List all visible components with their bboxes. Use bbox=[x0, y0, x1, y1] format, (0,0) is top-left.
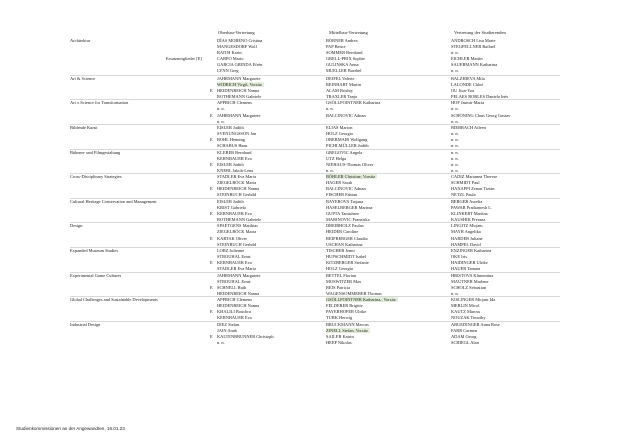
student-member: HOF Jasmit-Maria bbox=[451, 100, 485, 106]
student-member: ABUEDINGER Anna Rose bbox=[451, 321, 500, 327]
student-member: KISLINGER Mirjam Ida bbox=[451, 297, 496, 303]
mittelbau-member: HOLZ Georgia bbox=[326, 131, 353, 137]
mittelbau-member-cell bbox=[326, 174, 377, 180]
mittelbau-member: HEIDER Caroline bbox=[326, 229, 359, 235]
oberbau-member: KERNBAUER Eva bbox=[217, 210, 252, 216]
student-member: n. n. bbox=[451, 106, 459, 112]
oberbau-member: n. n. bbox=[217, 118, 225, 124]
student-member: SCHIEGL Alan bbox=[451, 340, 479, 346]
mittelbau-member: TISCHER Jenni bbox=[326, 248, 355, 253]
committee-section bbox=[70, 173, 560, 198]
oberbau-member: SCHABUS Hans bbox=[217, 143, 248, 149]
oberbau-member: KERNBAUER Eva bbox=[217, 260, 252, 266]
student-member: n. n. bbox=[451, 50, 459, 56]
oberbau-member: ZIEGELBÖCK Maria bbox=[217, 229, 257, 235]
committee-section bbox=[70, 149, 560, 174]
committee-section bbox=[70, 222, 560, 247]
mittelbau-member: GRELL-PRIX Sophie bbox=[326, 56, 365, 62]
oberbau-member: GARCIA GRINDA Efrén bbox=[217, 62, 263, 68]
committee-name: Cross-Disciplinary Strategies bbox=[70, 174, 122, 180]
mittelbau-member: REIS Patricia bbox=[326, 284, 351, 290]
oberbau-member: APPRICH Clemens bbox=[217, 100, 253, 106]
mittelbau-member: HUPSCHMIDT Isabel bbox=[326, 254, 367, 260]
oberbau-member: STROUHAL Ernst bbox=[217, 278, 251, 284]
committee-section bbox=[70, 38, 560, 75]
oberbau-member: EISLER Judith bbox=[217, 125, 244, 130]
mittelbau-member: ALAM Brishty bbox=[326, 87, 353, 93]
committee-name: Art x Science for Transformation bbox=[70, 100, 129, 106]
committee-section bbox=[70, 272, 560, 297]
substitute-legend: Ersatzmitglieder [E] bbox=[166, 56, 202, 62]
mittelbau-member: HAGER Sarah bbox=[326, 180, 353, 186]
substitute-marker: E bbox=[210, 333, 213, 339]
committee-name: Art & Science bbox=[70, 75, 96, 81]
mittelbau-member: NIEHAUS-Thomas Oliver bbox=[326, 161, 374, 167]
mittelbau-member: TRAXLER Tanja bbox=[326, 94, 357, 100]
student-member: MAUTNER Marlene bbox=[451, 278, 489, 284]
student-member: HARDER Juliane bbox=[451, 235, 483, 241]
oberbau-member: DÍAS MORENO Cristina bbox=[217, 38, 263, 43]
committee-name: Bildende Kunst bbox=[70, 125, 98, 130]
student-member: n. n. bbox=[451, 155, 459, 161]
oberbau-member: STEINBUCH Gerhild bbox=[217, 192, 257, 198]
oberbau-member: STADLER Eva Maria bbox=[217, 174, 256, 180]
student-member: n. n. bbox=[451, 290, 459, 296]
student-member: MERLIN Micol bbox=[451, 303, 480, 309]
oberbau-member: LORZ Julienne bbox=[217, 248, 245, 253]
student-member: NETZL Paula bbox=[451, 192, 476, 198]
oberbau-member: KLEBER Bernhard bbox=[217, 149, 252, 155]
oberbau-member: DIEZ Stefan bbox=[217, 321, 240, 327]
oberbau-member: EISLER Judith bbox=[217, 198, 244, 204]
chair-highlight: GSÖLLPOINTNER Katharina,, Vorsitz bbox=[326, 297, 396, 303]
oberbau-member: STROUHAL Ernst bbox=[217, 254, 251, 260]
student-member: SCHÖNING Claus Georg Gustav bbox=[451, 112, 511, 118]
student-member: STEGFELLNER Raffael bbox=[451, 44, 496, 50]
mittelbau-member: GULINSKA Anna bbox=[326, 62, 359, 68]
substitute-marker: E bbox=[210, 161, 213, 167]
student-member: BALZHIEVA Mila bbox=[451, 75, 485, 81]
oberbau-member: CARPO Mario bbox=[217, 56, 244, 62]
mittelbau-member: ELIAS Marion bbox=[326, 125, 353, 130]
student-member: n. n. bbox=[451, 68, 459, 74]
student-member: BIEBRACH Aileen bbox=[451, 125, 486, 130]
chair-highlight: WIDRICH Virgil, Vorsitz bbox=[217, 81, 262, 87]
committee-section bbox=[70, 99, 560, 124]
mittelbau-member: HOLZ Georgia bbox=[326, 266, 353, 272]
mittelbau-member: REINHART Martin bbox=[326, 81, 361, 87]
student-member: EICHLER Martin bbox=[451, 56, 483, 62]
oberbau-member: RAITH Karin bbox=[217, 50, 242, 56]
committee-name: Architektur bbox=[70, 38, 91, 43]
student-member: n. n. bbox=[451, 167, 459, 173]
student-member: HANAPPI Zenon Tizian bbox=[451, 186, 495, 192]
mittelbau-member: n. n. bbox=[326, 167, 334, 173]
mittelbau-member: UTZ Helga bbox=[326, 155, 347, 161]
student-member: HRISTOVA Klimentina bbox=[451, 272, 494, 278]
oberbau-member: SPAETGENS Matthias bbox=[217, 223, 258, 229]
committee-section bbox=[70, 321, 560, 346]
oberbau-member: HEIDENREICH Nanna bbox=[217, 303, 260, 309]
mittelbau-member: HASELBERGER Martina bbox=[326, 204, 373, 210]
oberbau-member: BOHL Henning bbox=[217, 137, 246, 143]
oberbau-member: MANGESDORF Wolf bbox=[217, 44, 257, 50]
substitute-marker: E bbox=[210, 235, 213, 241]
mittelbau-member: PAYERHOFER Ulrike bbox=[326, 309, 367, 315]
mittelbau-member: SOMMER Bernhard bbox=[326, 50, 363, 56]
student-member: MAYR Angelika bbox=[451, 229, 481, 235]
oberbau-member: n. n. bbox=[217, 340, 225, 346]
student-member: LALONDE Chloé bbox=[451, 81, 484, 87]
substitute-marker: E bbox=[210, 260, 213, 266]
mittelbau-member: BRUCKMANN Marcus bbox=[326, 321, 369, 327]
student-member: KLINKERT Martina bbox=[451, 210, 488, 216]
mittelbau-member: GREGOVIC Angela bbox=[326, 149, 363, 155]
student-member: KAUSHIK Prerana bbox=[451, 217, 486, 223]
committee-section bbox=[70, 296, 560, 321]
oberbau-member: SVENUNGSSON Jan bbox=[217, 131, 257, 137]
student-member: CADIZ Marianna Therese bbox=[451, 174, 498, 180]
oberbau-member: STADLER Eva Maria bbox=[217, 266, 256, 272]
student-member: PAWAR Prathamesh L. bbox=[451, 204, 493, 210]
substitute-marker: E bbox=[210, 137, 213, 143]
committee-name: Bühnen- und Filmgestaltung bbox=[70, 149, 121, 155]
mittelbau-member: MARINOVIC Franziska bbox=[326, 217, 370, 223]
substitute-marker: E bbox=[210, 309, 213, 315]
header-oberbau: Oberbau-Vertretung bbox=[218, 30, 255, 35]
student-member: ENZINGER Katharina bbox=[451, 248, 492, 253]
student-member: OU Jiun-You bbox=[451, 87, 475, 93]
header-mittelbau: Mittelbau-Vertretung bbox=[329, 30, 368, 35]
oberbau-member: LYNN Greg bbox=[217, 68, 239, 74]
substitute-marker: E bbox=[210, 87, 213, 93]
mittelbau-member: TURK Herwig bbox=[326, 315, 353, 321]
mittelbau-member: WAGENSOMMERER Thomas bbox=[326, 290, 382, 296]
mittelbau-member: SAILER Katrin bbox=[326, 333, 354, 339]
committee-name: Experimental Game Cultures bbox=[70, 272, 122, 278]
student-member: KAUTZ Marcus bbox=[451, 309, 481, 315]
committee-name: Global Challenges and Sustainable Developments bbox=[70, 297, 158, 303]
oberbau-member: KRIST Gabriela bbox=[217, 204, 246, 210]
oberbau-member: EISLER Judith bbox=[217, 161, 244, 167]
oberbau-member: ROTHEMANN Gabriele bbox=[217, 217, 262, 223]
mittelbau-member: KITZBERGER Stefanie bbox=[326, 260, 369, 266]
mittelbau-member: GSÖLLPOINTNER Katharina bbox=[326, 100, 381, 106]
student-member: n. n. bbox=[451, 143, 459, 149]
committee-section bbox=[70, 124, 560, 149]
mittelbau-member: MUELLER Baerbel bbox=[326, 68, 362, 74]
oberbau-member: KARTAK Oliver bbox=[217, 235, 247, 241]
oberbau-member: KERNBAUER Eva bbox=[217, 315, 252, 321]
oberbau-member: APPRICH Clemens bbox=[217, 297, 253, 303]
student-member: NOUZAK Timothy bbox=[451, 315, 486, 321]
mittelbau-member: BALCINOVIC Adnan bbox=[326, 112, 366, 118]
mittelbau-member: PICHLMÜLLER Judith bbox=[326, 143, 369, 149]
student-member: SCHMIDT Paul bbox=[451, 180, 480, 186]
oberbau-member: HEIDENREICH Nanna bbox=[217, 87, 260, 93]
mittelbau-member: GUPTA Tanushree bbox=[326, 210, 360, 216]
mittelbau-member: BETTEL Florian bbox=[326, 272, 356, 278]
student-member: n. n. bbox=[451, 131, 459, 137]
student-member: BERGER Aurelia bbox=[451, 198, 483, 204]
student-member: HAIDINGER Ulrike bbox=[451, 260, 488, 266]
mittelbau-member-cell bbox=[326, 328, 370, 334]
student-member: n. n. bbox=[451, 149, 459, 155]
student-member: SAUERMANN Katharina bbox=[451, 62, 498, 68]
oberbau-member: JAHRMANN Margarete bbox=[217, 75, 261, 81]
oberbau-member-cell bbox=[217, 82, 264, 88]
student-member: HAMPEL David bbox=[451, 241, 481, 247]
mittelbau-member: HEEP Nikolas bbox=[326, 340, 352, 346]
substitute-marker: E bbox=[210, 112, 213, 118]
committee-name: Expanded Museum Studies bbox=[70, 248, 119, 253]
footer-note: Studienkommissionen an der Angewandten, 16.01.23 bbox=[16, 426, 125, 431]
student-member: ANDROSCH Lisa Marie bbox=[451, 38, 496, 43]
oberbau-member: JAHRMANN Margarete bbox=[217, 272, 261, 278]
committee-section bbox=[70, 198, 560, 223]
oberbau-member: KERNBAUER Eva bbox=[217, 155, 252, 161]
student-member: n. n. bbox=[451, 161, 459, 167]
student-member: n. n. bbox=[451, 137, 459, 143]
substitute-marker: E bbox=[210, 186, 213, 192]
substitute-marker: E bbox=[210, 210, 213, 216]
oberbau-member: HEIDENREICH Nanna bbox=[217, 186, 260, 192]
oberbau-member: STEINBUCH Gerhild bbox=[217, 241, 257, 247]
mittelbau-member: n. n. bbox=[326, 106, 334, 112]
mittelbau-member: MOSWITZER Max bbox=[326, 278, 362, 284]
mittelbau-member: BÖRNER Andrea bbox=[326, 38, 358, 43]
table-row bbox=[70, 68, 560, 74]
committee-name: Industrial Design bbox=[70, 321, 101, 327]
mittelbau-member: USCHAN Katharina bbox=[326, 241, 363, 247]
mittelbau-member: PAP Bence bbox=[326, 44, 346, 50]
student-member: n. n. bbox=[451, 118, 459, 124]
mittelbau-member: BALCINOVIC Adnan bbox=[326, 186, 366, 192]
oberbau-member: KHALILI Bouchra bbox=[217, 309, 251, 315]
student-member: HAUER Tamara bbox=[451, 266, 481, 272]
oberbau-member: JAHRMANN Margarete bbox=[217, 112, 261, 118]
student-member: FARR Carmen bbox=[451, 327, 478, 333]
table-row bbox=[70, 340, 560, 346]
committee-section bbox=[70, 247, 560, 272]
mittelbau-member: DEIFEL Valerie bbox=[326, 75, 355, 81]
student-member: ADAM Georg bbox=[451, 333, 477, 339]
student-member: OKE Iris bbox=[451, 254, 467, 260]
chair-highlight: BÖHLER Christine, Vorsitz bbox=[326, 174, 376, 180]
mittelbau-member: BAYEROVA Tatjana bbox=[326, 198, 364, 204]
header-studierende: Vertretung der Studierenden bbox=[454, 30, 506, 35]
oberbau-member: KALTENBRUNNER Christoph bbox=[217, 333, 274, 339]
mittelbau-member: REIFBERGER Claudia bbox=[326, 235, 368, 241]
mittelbau-member: FISCHER Fabian bbox=[326, 192, 358, 198]
chair-highlight: ZINELL Stefan, Vorsitz bbox=[326, 327, 368, 333]
student-member: PELAES ROBLES Daniela Inés bbox=[451, 94, 509, 100]
mittelbau-member-cell bbox=[326, 297, 398, 303]
oberbau-member: JAIN Anab bbox=[217, 327, 237, 333]
committee-name: Cultural Heritage Conservation and Management bbox=[70, 198, 157, 204]
committee-name: Design bbox=[70, 223, 83, 229]
oberbau-member: ZIEGELBÖCK Maria bbox=[217, 180, 257, 186]
committee-section bbox=[70, 75, 560, 100]
oberbau-member: n. n. bbox=[217, 106, 225, 112]
mittelbau-member: OBERMAIR Wolfgang bbox=[326, 137, 368, 143]
mittelbau-member: DREIBHOLZ Paulus bbox=[326, 223, 364, 229]
mittelbau-member: FELDERER Brigitte bbox=[326, 303, 363, 309]
oberbau-member: ROTHEMANN Gabriele bbox=[217, 94, 262, 100]
substitute-marker: E bbox=[210, 284, 213, 290]
student-member: LINGITZ Mirjam bbox=[451, 223, 483, 229]
student-member: SCHOLZ Sebastian bbox=[451, 284, 487, 290]
oberbau-member: HEIDENREICH Nanna bbox=[217, 290, 260, 296]
oberbau-member: KNEBL Jakob-Lena bbox=[217, 167, 254, 173]
oberbau-member: SCHNELL Ruth bbox=[217, 284, 247, 290]
